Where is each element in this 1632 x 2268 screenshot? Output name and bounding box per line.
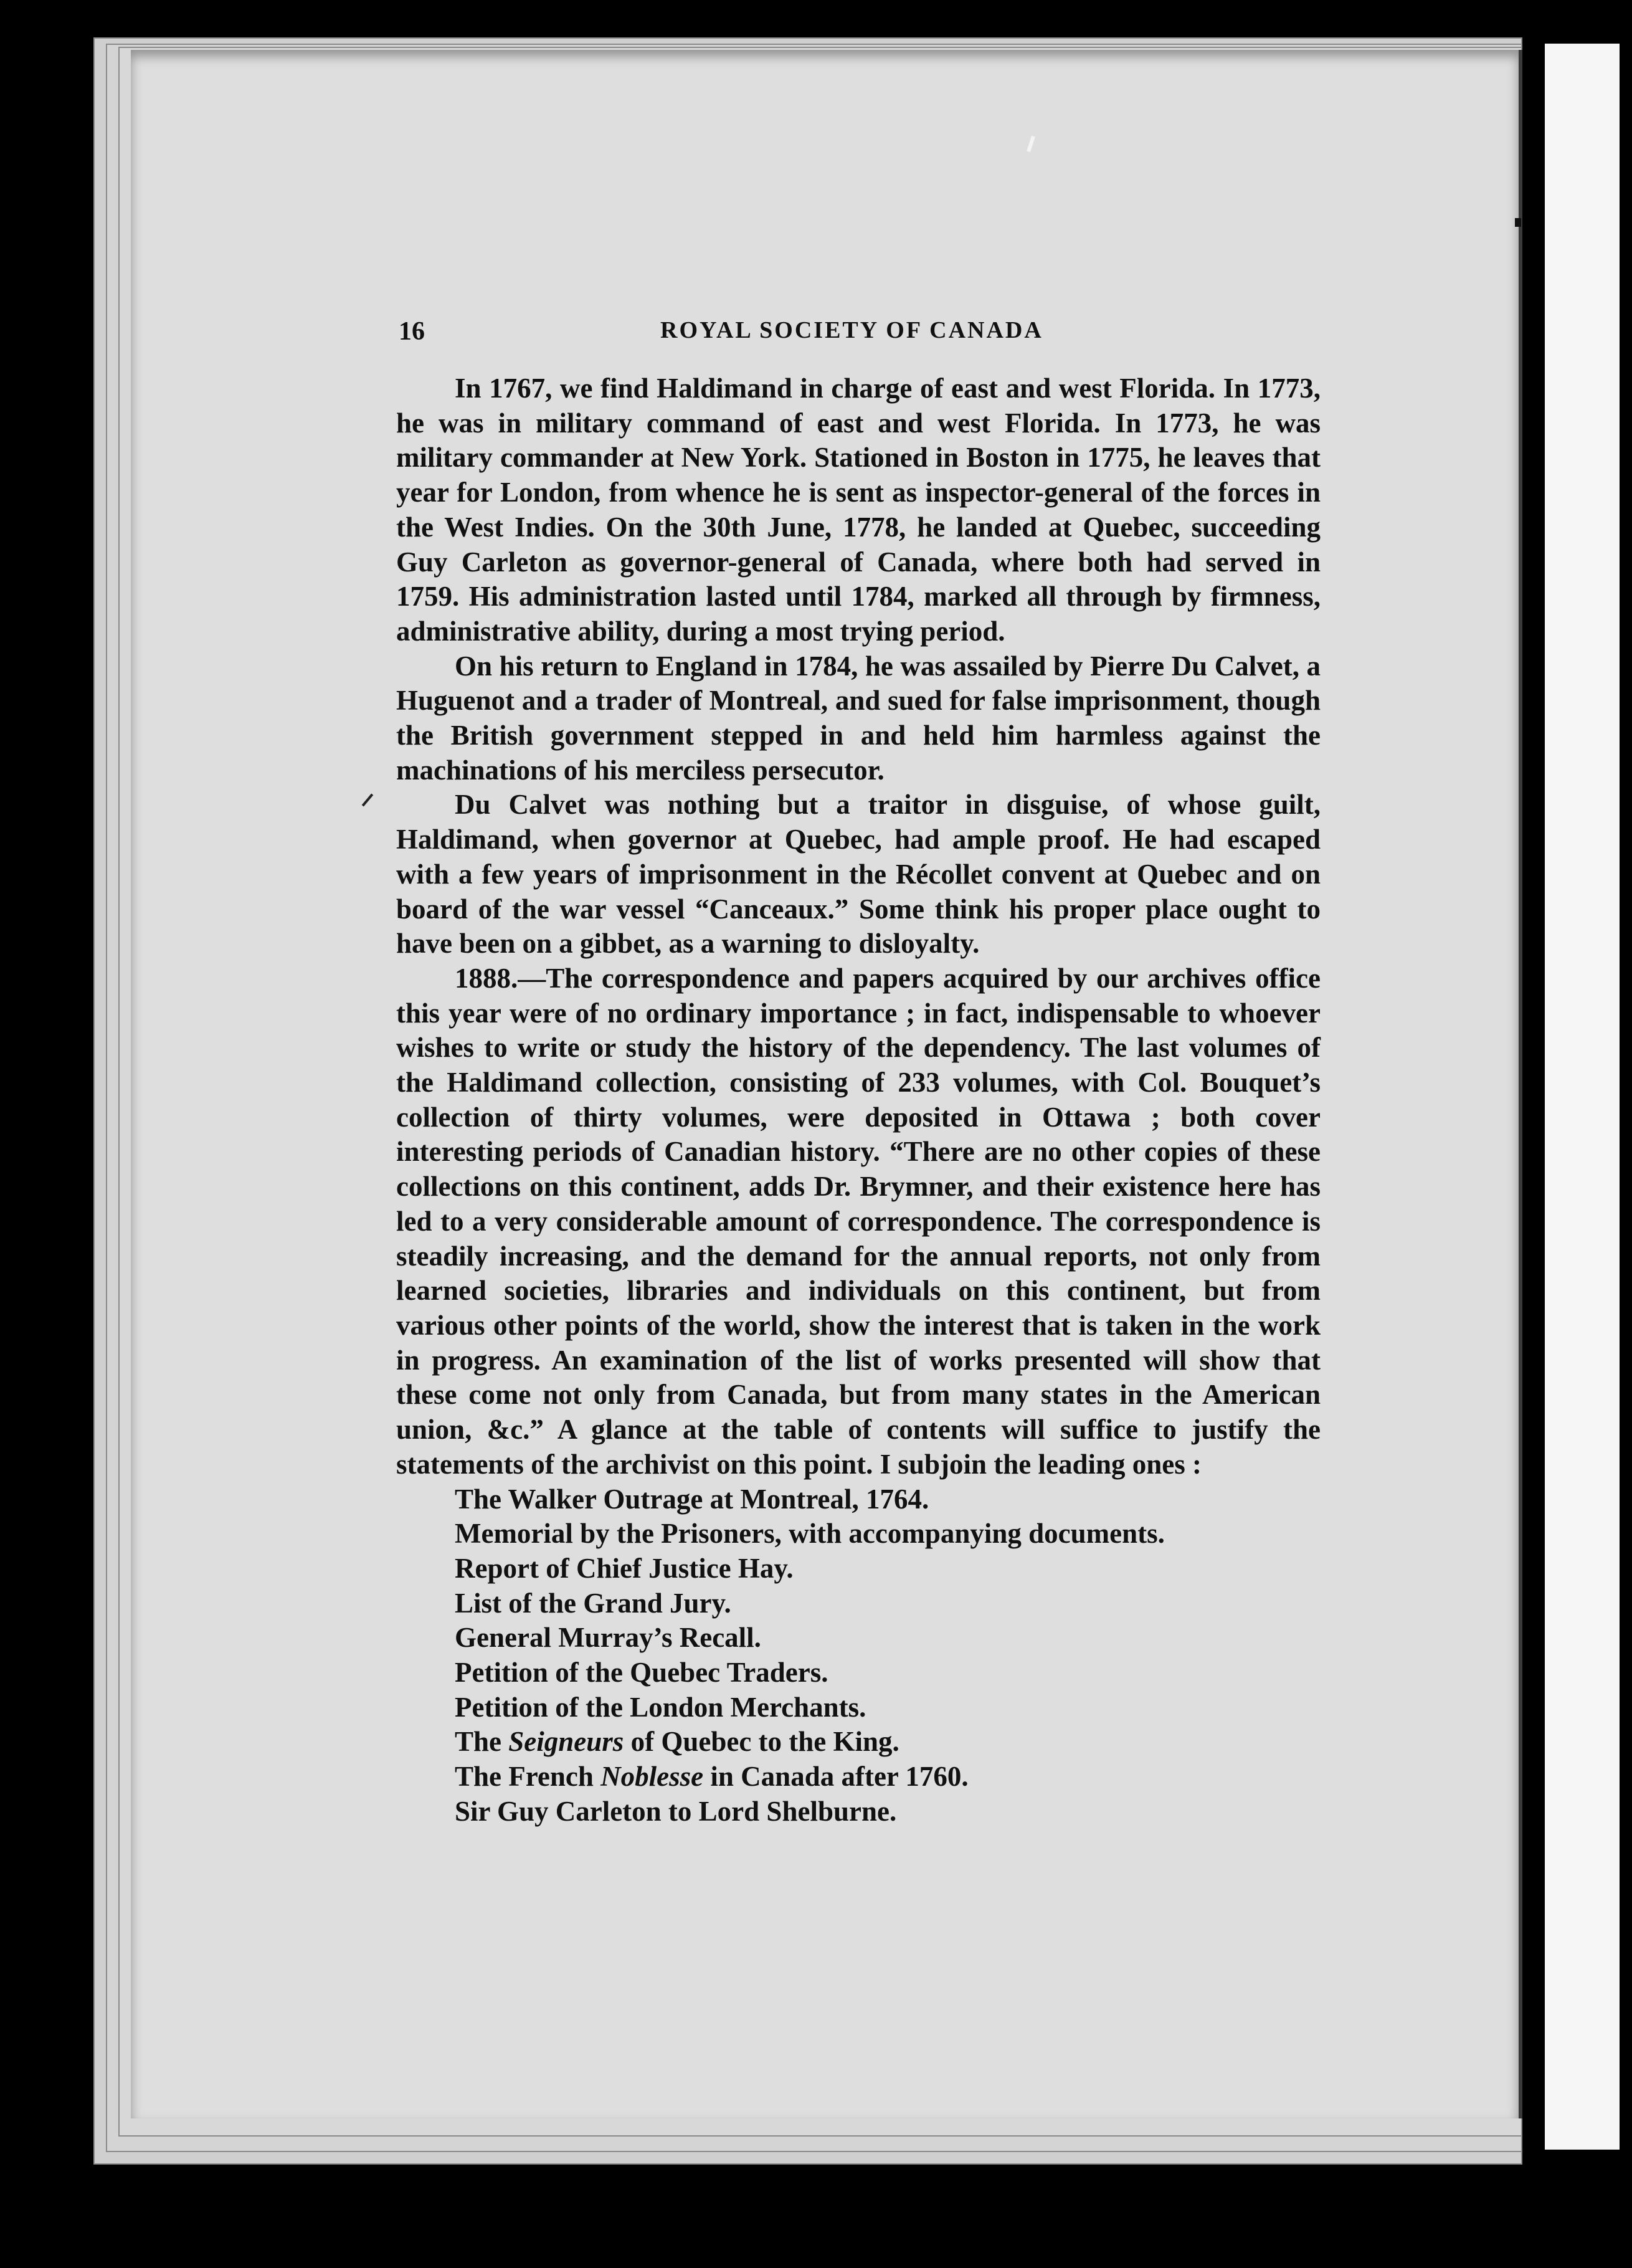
list-item: Memorial by the Prisoners, with accompanying documents. [455,1518,1165,1550]
list-item: General Murray’s Recall. [455,1622,761,1654]
scan-artifact [1515,218,1521,227]
paragraph: On his return to England in 1784, he was assailed by Pierre Du Calvet, a Huguenot and a trader of Montreal, and sued for false imprisonment, though the British government stepped in and held him harmless against the machinations of his merciless persecutor. [396,650,1321,786]
list-item: Petition of the Quebec Traders. [455,1657,828,1689]
list-item: List of the Grand Jury. [455,1587,731,1619]
list-item: Petition of the London Merchants. [455,1691,866,1723]
paragraph: 1888.—The correspondence and papers acquired by our archives office this year were of no ordinary importance ; in fact, indispensable to whoever wishes to write or study the history of the dependency. The last volumes of the Haldimand collection, consisting of 233 volumes, with Col. Bouquet’s collection of thirty volumes, were deposited in Ottawa ; both cover interesting periods of Canadian history. “There are no other copies of these collections on this continent, adds Dr. Brymner, and their existence here has led to a very considerable amount of correspondence. The correspondence is steadily increasing, and the demand for the annual reports, not only from learned societies, libraries and individuals on this continent, but from various other points of the world, show the interest that is taken in the work in progress. An examination of the list of works presented will show that these come not only from Canada, but from many states in the American union, &c.” A glance at the table of contents will suffice to justify the statements of the archivist on this point. I subjoin the leading ones : [396,962,1321,1480]
page-header [399,317,1321,360]
list-item: The French Noblesse in Canada after 1760. [455,1761,969,1793]
list-item: Sir Guy Carleton to Lord Shelburne. [455,1795,897,1827]
paragraph: In 1767, we find Haldimand in charge of east and west Florida. In 1773, he was in military command of east and west Florida. In 1773, he was military commander at New York. Stationed in Boston in 1775, he leaves that year for London, from whence he is sent as inspector-general of the forces in the West Indies. On the 30th June, 1778, he landed at Quebec, succeeding Guy Carleton as governor-general of Canada, where both had served in 1759. His administration lasted until 1784, marked all through by firmness, administrative ability, during a most trying period. [396,373,1321,647]
list-item: Report of Chief Justice Hay. [455,1552,794,1584]
paragraph: Du Calvet was nothing but a traitor in disguise, of whose guilt, Haldimand, when governor at Quebec, had ample proof. He had escaped with a few years of imprisonment in the Récollet convent at Quebec and on board of the war vessel “Canceaux.” Some think his proper place ought to have been on a gibbet, as a warning to disloyalty. [396,789,1321,960]
running-title: ROYAL SOCIETY OF CANADA [660,317,1043,343]
list-item: The Seigneurs of Quebec to the King. [455,1726,899,1758]
list-item: The Walker Outrage at Montreal, 1764. [455,1483,929,1515]
body-text [396,371,1321,1829]
adjacent-sheet [1545,44,1620,2150]
page-number: 16 [399,317,425,346]
contents-list [396,1482,1321,1829]
